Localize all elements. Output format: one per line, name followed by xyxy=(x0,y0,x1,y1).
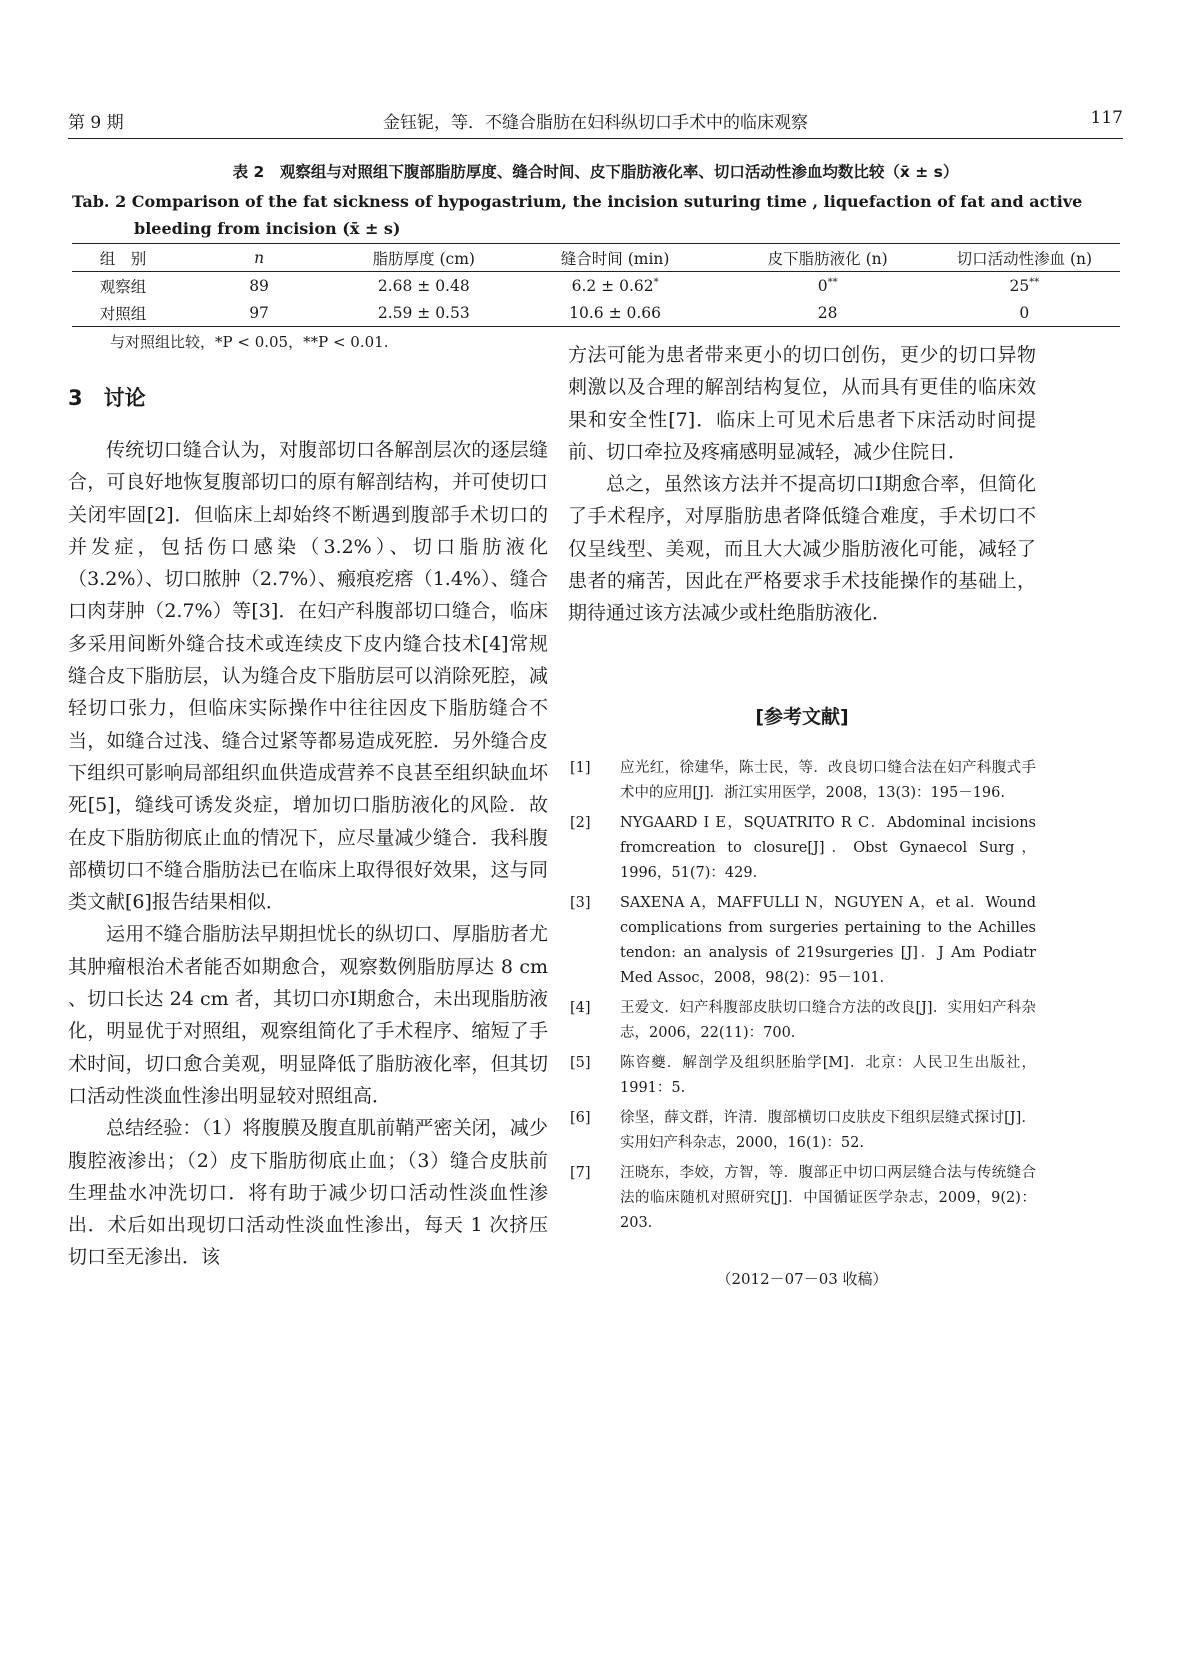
cell-liquefaction: 0** xyxy=(817,276,838,295)
table-header-row xyxy=(72,244,1120,272)
reference-number: [4] xyxy=(570,1000,591,1016)
reference-number: [3] xyxy=(570,895,591,911)
sig-mark: * xyxy=(653,276,659,288)
reference-text: 陈咨夔．解剖学及组织胚胎学[M]．北京：人民卫生出版社，1991：5. xyxy=(620,1055,1036,1096)
left-column-body xyxy=(68,434,548,1274)
header-rule xyxy=(68,138,1123,139)
cell-time: 6.2 ± 0.62* xyxy=(571,276,659,295)
cell-bleeding: 25** xyxy=(1009,276,1040,295)
paragraph: 传统切口缝合认为，对腹部切口各解剖层次的逐层缝合，可良好地恢复腹部切口的原有解剖结构，并可使切口关闭牢固[2]．但临床上却始终不断遇到腹部手术切口的并发症，包括伤口感染（3.2%）、切口脂肪液化（3.2%）、切口脓肿（2.7%）、瘢痕疙瘩（1.4%）、缝合口肉芽肿（2.7%）等[3]．在妇产科腹部切口缝合，临床多采用间断外缝合技术或连续皮下皮内缝合技术[4]常规缝合皮下脂肪层，认为缝合皮下脂肪层可以消除死腔，减轻切口张力，但临床实际操作中往往因皮下脂肪缝合不当，如缝合过浅、缝合过紧等都易造成死腔．另外缝合皮下组织可影响局部组织血供造成营养不良甚至组织缺血坏死[5]，缝线可诱发炎症，增加切口脂肪液化的风险．故在皮下脂肪彻底止血的情况下，应尽量减少缝合．我科腹部横切口不缝合脂肪法已在临床上取得很好效果，这与同类文献[6]报告结果相似． xyxy=(68,439,548,914)
reference-item xyxy=(568,891,1036,991)
sig-mark: ** xyxy=(827,276,838,288)
reference-item xyxy=(568,1051,1036,1101)
table-caption-cn: 表 2 观察组与对照组下腹部脂肪厚度、缝合时间、皮下脂肪液化率、切口活动性渗血均数比较（x̄ ± s） xyxy=(232,163,959,181)
paragraph: 总之，虽然该方法并不提高切口Ⅰ期愈合率，但简化了手术程序，对厚脂肪患者降低缝合难度，手术切口不仅呈线型、美观，而且大大减少脂肪液化可能，减轻了患者的痛苦，因此在严格要求手术技能操作的基础上，期待通过该方法减少或杜绝脂肪液化． xyxy=(568,473,1036,625)
col-header-group: 组 别 xyxy=(72,244,174,272)
col-header-liquefaction: 皮下脂肪液化 (n) xyxy=(727,244,929,272)
reference-number: [6] xyxy=(570,1110,591,1126)
cell-time: 10.6 ± 0.66 xyxy=(504,299,727,327)
cell-bleeding: 0 xyxy=(929,299,1120,327)
page-number: 117 xyxy=(1090,108,1123,128)
reference-item xyxy=(568,1106,1036,1156)
cell-liquefaction: 28 xyxy=(727,299,929,327)
paragraph: 运用不缝合脂肪法早期担忧长的纵切口、厚脂肪者尤其肿瘤根治术者能否如期愈合，观察数例脂肪厚达 8 cm 、切口长达 24 cm 者，其切口亦Ⅰ期愈合，未出现脂肪液化，明显优于对照组，观察组简化了手术程序、缩短了手术时间，切口愈合美观，明显降低了脂肪液化率，但其切口活动性淡血性渗出明显较对照组高． xyxy=(68,923,548,1107)
reference-text: 汪晓东，李姣，方智，等．腹部正中切口两层缝合法与传统缝合法的临床随机对照研究[J]．中国循证医学杂志，2009，9(2)：203. xyxy=(620,1165,1036,1231)
cell-group: 观察组 xyxy=(99,277,147,296)
reference-text: 应光红，徐建华，陈士民，等．改良切口缝合法在妇产科腹式手术中的应用[J]．浙江实用医学，2008，13(3)：195－196. xyxy=(620,760,1036,801)
running-title: 金钰铌，等．不缝合脂肪在妇科纵切口手术中的临床观察 xyxy=(383,113,808,133)
reference-item xyxy=(568,996,1036,1046)
cell-n: 89 xyxy=(249,276,269,295)
col-header-fat: 脂肪厚度 (cm) xyxy=(344,244,503,272)
cell-n: 97 xyxy=(174,299,344,327)
running-header xyxy=(68,108,1123,134)
col-header-time: 缝合时间 (min) xyxy=(504,244,727,272)
right-column-body xyxy=(568,339,1036,630)
reference-number: [5] xyxy=(570,1055,591,1071)
reference-item xyxy=(568,1161,1036,1236)
reference-item xyxy=(568,811,1036,886)
table-note: 与对照组比较，*P < 0.05，**P < 0.01. xyxy=(110,333,389,351)
cell-group: 对照组 xyxy=(72,299,174,327)
reference-number: [7] xyxy=(570,1165,591,1181)
reference-number: [2] xyxy=(570,815,591,831)
col-header-n: n xyxy=(174,244,344,272)
reference-text: NYGAARD I E，SQUATRITO R C．Abdominal incisions fromcreation to closure[J]．Obst Gynaecol Surg，1996，51(7)：429. xyxy=(620,815,1036,881)
reference-text: 徐坚，薛文群，许清．腹部横切口皮肤皮下组织层缝式探讨[J]．实用妇产科杂志，2000，16(1)：52. xyxy=(620,1110,1036,1151)
table-row xyxy=(72,272,1120,300)
received-date: （2012－07－03 收稿） xyxy=(716,1270,888,1288)
reference-text: SAXENA A，MAFFULLI N，NGUYEN A，et al．Wound complications from surgeries pertaining to the Achilles tendon: an analysis of 219surgeries [J]．J Am Podiatr Med Assoc，2008，98(2)：95－101. xyxy=(620,895,1036,986)
issue-number: 第 9 期 xyxy=(68,113,124,133)
cell-fat: 2.59 ± 0.53 xyxy=(344,299,503,327)
col-header-bleeding: 切口活动性渗血 (n) xyxy=(929,244,1120,272)
table-caption-en-line2: bleeding from incision (x̄ ± s) xyxy=(134,219,401,238)
reference-list xyxy=(568,756,1036,1241)
section-heading: 3 讨论 xyxy=(68,386,146,410)
comparison-table xyxy=(72,243,1120,327)
reference-number: [1] xyxy=(570,760,591,776)
reference-text: 王爱文．妇产科腹部皮肤切口缝合方法的改良[J]．实用妇产科杂志，2006，22(11)：700. xyxy=(620,1000,1036,1041)
table-row xyxy=(72,299,1120,327)
paragraph: 总结经验：（1）将腹膜及腹直肌前鞘严密关闭，减少腹腔液渗出；（2）皮下脂肪彻底止血；（3）缝合皮肤前生理盐水冲洗切口．将有助于减少切口活动性淡血性渗出．术后如出现切口活动性淡血性渗出，每天 1 次挤压切口至无渗出．该 xyxy=(68,1117,548,1269)
references-heading: [参考文献] xyxy=(755,706,849,728)
paragraph: 方法可能为患者带来更小的切口创伤，更少的切口异物刺激以及合理的解剖结构复位，从而具有更佳的临床效果和安全性[7]．临床上可见术后患者下床活动时间提前、切口牵拉及疼痛感明显减轻，减少住院日． xyxy=(568,344,1036,463)
reference-item xyxy=(568,756,1036,806)
cell-fat: 2.68 ± 0.48 xyxy=(377,276,470,295)
sig-mark: ** xyxy=(1029,276,1040,288)
table-caption-en-line1: Tab. 2 Comparison of the fat sickness of hypogastrium, the incision suturing time , liquefaction of fat and active xyxy=(72,192,1083,211)
table-caption-en xyxy=(72,188,1121,242)
